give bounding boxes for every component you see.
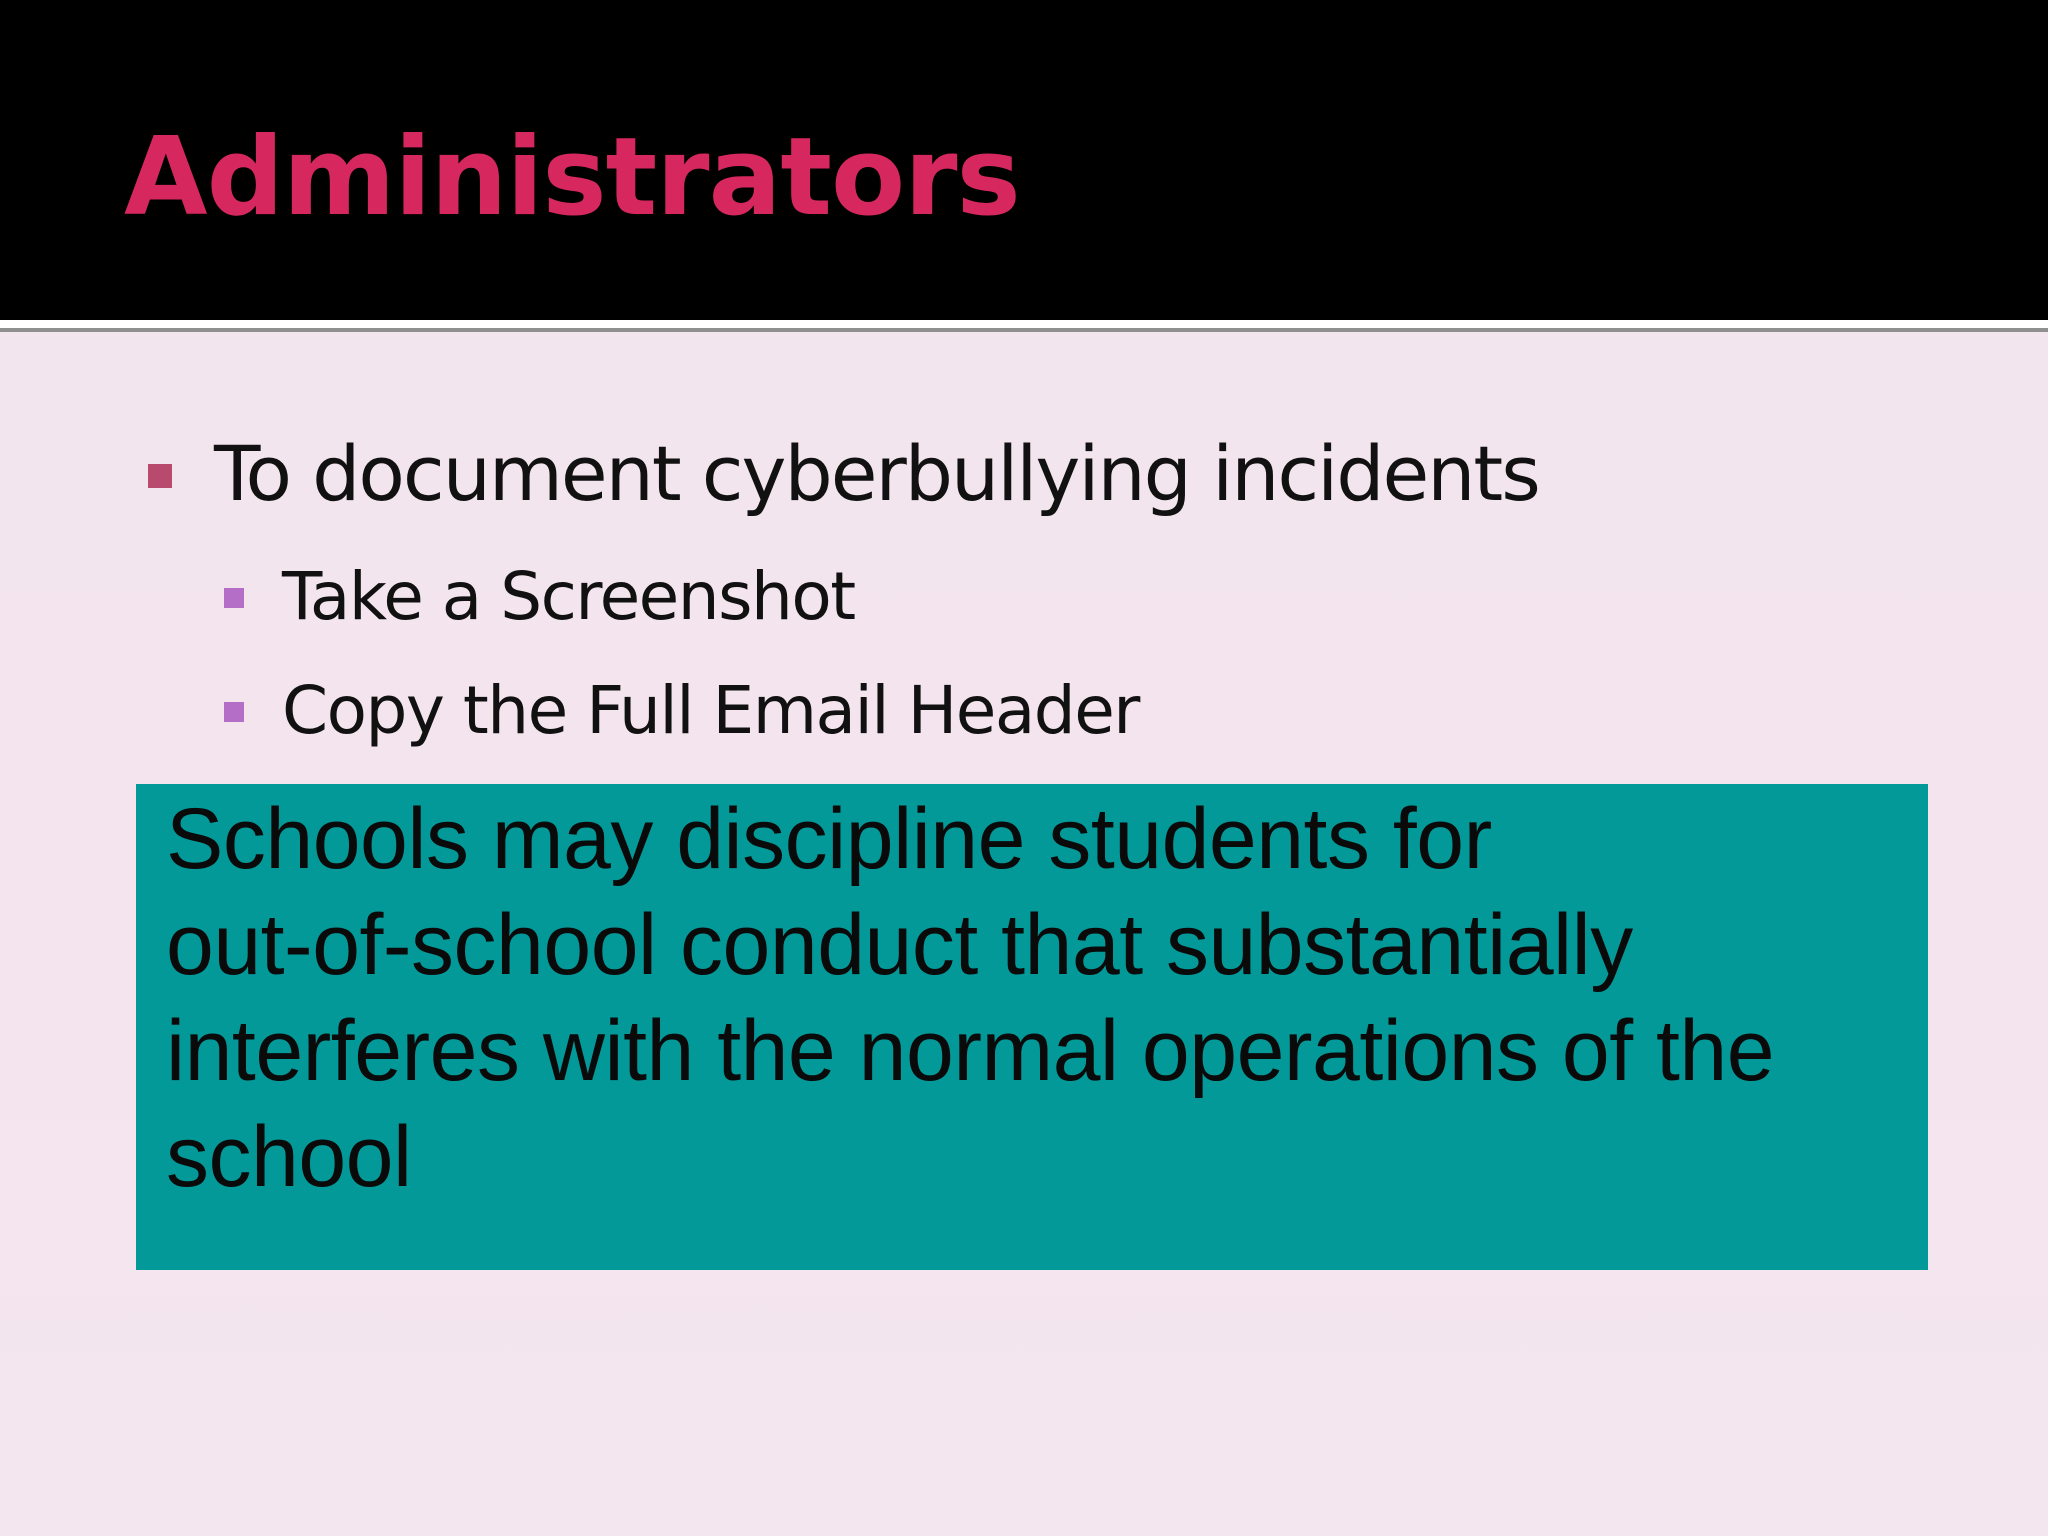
bullet-text: To document cyberbullying incidents	[214, 429, 1539, 518]
callout-line: Schools may discipline students for	[166, 791, 1492, 887]
square-bullet-icon	[148, 464, 172, 488]
title-divider-shadow	[0, 328, 2048, 332]
callout-text	[166, 786, 1888, 1210]
title-bar	[0, 0, 2048, 320]
sub-bullet-text: Take a Screenshot	[282, 558, 855, 635]
callout-box	[136, 784, 1928, 1270]
title-divider	[0, 320, 2048, 328]
square-bullet-icon	[224, 588, 244, 608]
slide-title: Administrators	[124, 115, 1020, 240]
callout-line: out-of-school conduct that substantially	[166, 897, 1633, 993]
sub-bullet-text: Copy the Full Email Header	[282, 672, 1139, 749]
callout-line: school	[166, 1109, 412, 1205]
square-bullet-icon	[224, 702, 244, 722]
callout-line: interferes with the normal operations of the	[166, 1003, 1775, 1099]
